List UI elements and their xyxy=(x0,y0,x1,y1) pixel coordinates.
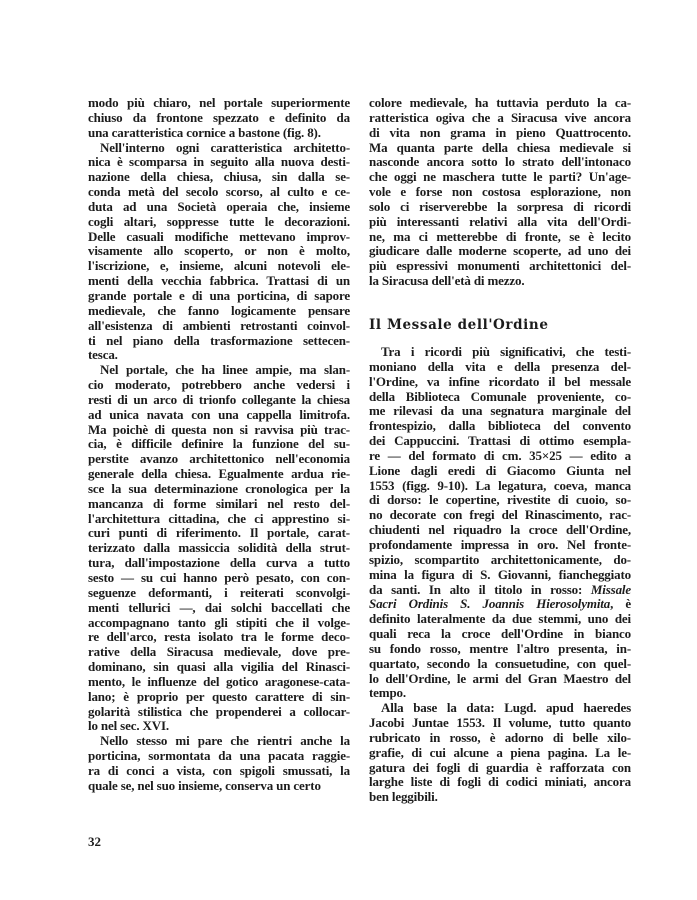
text-line: mina la figura di S. Giovanni, fiancheggiato xyxy=(369,566,631,582)
text-line: Tra i ricordi più significativi, che testi- xyxy=(381,344,631,359)
paragraph xyxy=(88,96,350,141)
text-line: gatura dei fogli di guardia è rafforzata con xyxy=(369,759,631,775)
text-line: medievale, che fanno logicamente pensare xyxy=(88,302,350,318)
text-segment: , è xyxy=(610,596,631,612)
text-line: Jacobi Juntae 1553. Il volume, tutto quanto xyxy=(369,715,631,731)
text-line: no decorate con fregi del Rinascimento, rac- xyxy=(369,507,631,523)
text-line: re dell'arco, resta isolato tra le forme deco- xyxy=(88,629,350,645)
text-line: mancanza di forme similari nel resto del- xyxy=(88,495,350,511)
text-line: della Biblioteca Comunale proveniente, co- xyxy=(369,388,631,404)
text-segment: da santi. In alto il titolo in rosso: xyxy=(369,581,591,597)
right-column-top xyxy=(369,96,631,289)
text-line: terizzato dalla massiccia solidità della strut- xyxy=(88,540,350,556)
text-line: nasconde ancora sotto lo strato dell'intonaco xyxy=(369,154,631,170)
text-line: re — del formato di cm. 35×25 — edito a xyxy=(369,447,631,463)
right-column-bottom xyxy=(369,345,631,805)
text-line: l'Ordine, va infine ricordato il bel messale xyxy=(369,373,631,389)
italic-title: Sacri Ordinis S. Joannis Hierosolymita xyxy=(369,596,611,612)
text-line: tesca. xyxy=(88,347,118,363)
text-line: quali reca la croce dell'Ordine in bianco xyxy=(369,626,631,642)
text-line: chiuso da frontone spezzato e definito da xyxy=(88,109,350,125)
text-line: Ma poichè di questa non si ravvisa più trac- xyxy=(88,421,350,437)
text-line: cogli altari, soppresse tutte le decorazioni. xyxy=(88,213,350,229)
text-line: duta ad una Società operaia che, insieme xyxy=(88,198,350,214)
text-line: più espressivi monumenti architettonici del- xyxy=(369,258,631,274)
text-line xyxy=(369,597,631,612)
text-line: ra di conci a vista, con spigoli smussati, la xyxy=(88,762,350,778)
text-line: perstite avanzo architettonico nell'economia xyxy=(88,451,350,467)
text-line: rubricato in rosso, è adorno di belle xilo- xyxy=(369,729,631,745)
text-line: resti di un arco di trionfo collegante la chiesa xyxy=(88,391,350,407)
text-line: ti nel piano della trasformazione settecen- xyxy=(88,332,350,348)
text-line: cia, è difficile definire la funzione del su- xyxy=(88,436,350,452)
text-line: conda metà del secolo scorso, al culto e ce- xyxy=(88,184,350,200)
text-line: una caratteristica cornice a bastone (fig. 8). xyxy=(88,124,321,140)
text-line: tura, dall'impostazione della curva a tutto xyxy=(88,555,350,571)
text-line: colore medievale, ha tuttavia perduto la ca- xyxy=(369,95,631,110)
text-line: seguenze deformanti, i reiterati sconvolgi- xyxy=(88,584,350,600)
text-line: menti della vecchia fabbrica. Trattasi di un xyxy=(88,273,350,289)
text-line: ne, ma ci metterebbe di fronte, se è lecito xyxy=(369,228,631,244)
text-line: rative della Siracusa medievale, dove pre- xyxy=(88,644,350,660)
text-line: profondamente impressa in oro. Nel fronte- xyxy=(369,536,631,552)
section-heading: Il Messale dell'Ordine xyxy=(369,317,549,333)
text-line: tempo. xyxy=(369,685,407,701)
text-line: frontespizio, dalla biblioteca del convento xyxy=(369,418,631,434)
text-line: di dorso: le copertine, rivestite di cuoio, so- xyxy=(369,492,631,508)
text-line: che oggi ne maschera tutte le parti? Un'age- xyxy=(369,169,631,185)
text-line: dominano, sin quasi alla vigilia del Rinasci- xyxy=(88,659,350,675)
text-line: Nell'interno ogni caratteristica architetto- xyxy=(100,139,350,155)
text-line: Nello stesso mi pare che rientri anche la xyxy=(100,733,350,749)
text-line: curi punti di riferimento. Il portale, carat- xyxy=(88,525,350,541)
text-line: visamente allo scoperto, or non è molto, xyxy=(88,243,350,259)
text-line: grande portale e di una porticina, di sapore xyxy=(88,287,350,303)
text-line: vole e forse non costosa esplorazione, non xyxy=(369,184,631,200)
text-line: l'architettura cittadina, che ci apprestino si- xyxy=(88,510,350,526)
text-line: Ma quanta parte della chiesa medievale si xyxy=(369,139,631,155)
paragraph xyxy=(88,363,350,734)
text-line: ratteristica ogiva che a Siracusa vive ancora xyxy=(369,109,631,125)
text-line: più interessanti relativi alla vita dell'Ordi- xyxy=(369,213,631,229)
text-line: di vita non grama in pieno Quattrocento. xyxy=(369,124,631,140)
text-line: sesto — su cui hanno però pesato, con con- xyxy=(88,570,350,585)
paragraph xyxy=(369,701,631,805)
text-line: generale della chiesa. Egualmente ardua rie- xyxy=(88,466,350,482)
text-line: modo più chiaro, nel portale superiormente xyxy=(88,95,350,110)
text-line: lano; è proprio per questo carattere di sin- xyxy=(88,688,350,704)
text-line: mento, le influenze del gotico aragonese-cata- xyxy=(88,673,350,689)
text-line: porticina, sormontata da una pacata raggie- xyxy=(88,748,350,764)
paragraph xyxy=(88,141,350,364)
text-line: chiudenti nel riquadro la croce dell'Ordine, xyxy=(369,522,631,538)
text-line: ben leggibili. xyxy=(369,789,438,805)
paragraph xyxy=(369,96,631,289)
text-line: menti tellurici —, dai solchi baccellati che xyxy=(88,599,350,615)
text-line: moniano della vita e della presenza del- xyxy=(369,358,631,374)
text-line: Delle casuali modifiche mettevano improv- xyxy=(88,228,350,244)
text-line: me rilevasi da una segnatura marginale del xyxy=(369,403,631,419)
text-line: larghe liste di fogli di codici miniati, ancora xyxy=(369,774,631,790)
text-line: giudicare dalle moderne scoperte, ad uno dei xyxy=(369,243,631,259)
text-line: spizio, scompartito architettonicamente, do- xyxy=(369,551,631,567)
paragraph xyxy=(88,734,350,793)
text-line: accompagnano tanto gli stipiti che il volge- xyxy=(88,614,350,630)
left-column xyxy=(88,96,350,794)
text-line: definito lateralmente da due stemmi, uno dei xyxy=(369,611,631,627)
text-line: all'esistenza di ambienti retrostanti coinvol- xyxy=(88,317,350,333)
text-line: Alla base la data: Lugd. apud haeredes xyxy=(381,700,631,716)
text-line: cio moderato, potrebbero anche vedersi i xyxy=(88,377,350,393)
text-line: l'iscrizione, e, insieme, alcuni notevoli ele- xyxy=(88,258,350,274)
text-line: ad unica navata con una cappella limitrofa. xyxy=(88,406,350,422)
text-line: quale se, nel suo insieme, conserva un certo xyxy=(88,777,321,793)
text-line: nica è scomparsa in seguito alla nuova desti- xyxy=(88,154,350,170)
text-line: lo dell'Ordine, le armi del Gran Maestro del xyxy=(369,670,631,686)
text-line: Lione dagli eredi di Giacomo Giunta nel xyxy=(369,462,631,478)
text-line: la Siracusa dell'età di mezzo. xyxy=(369,273,525,289)
text-line: quartato, secondo la consuetudine, con quel- xyxy=(369,655,631,671)
text-line: lo nel sec. XVI. xyxy=(88,718,170,734)
text-line xyxy=(369,583,631,598)
text-line: nazione della chiesa, chiusa, sin dalla se- xyxy=(88,169,350,185)
text-line: grafie, di cui alcune a piena pagina. La le- xyxy=(369,744,631,760)
text-line: solo ci riserverebbe la sorpresa di ricordi xyxy=(369,198,631,214)
page-number: 32 xyxy=(88,834,101,849)
text-line: dei Cappuccini. Trattasi di ottimo esempla- xyxy=(369,433,631,449)
text-line: 1553 (figg. 9-10). La legatura, coeva, manca xyxy=(369,477,631,493)
italic-title: Missale xyxy=(590,581,631,597)
text-line: golarità stilistica che propenderei a collocar- xyxy=(88,703,350,719)
paragraph xyxy=(369,345,631,701)
text-line: su fondo rosso, mentre l'altro presenta, in- xyxy=(369,640,631,656)
text-line: Nel portale, che ha linee ampie, ma slan- xyxy=(100,362,350,378)
text-line: sce la sua determinazione cronologica per la xyxy=(88,480,350,496)
